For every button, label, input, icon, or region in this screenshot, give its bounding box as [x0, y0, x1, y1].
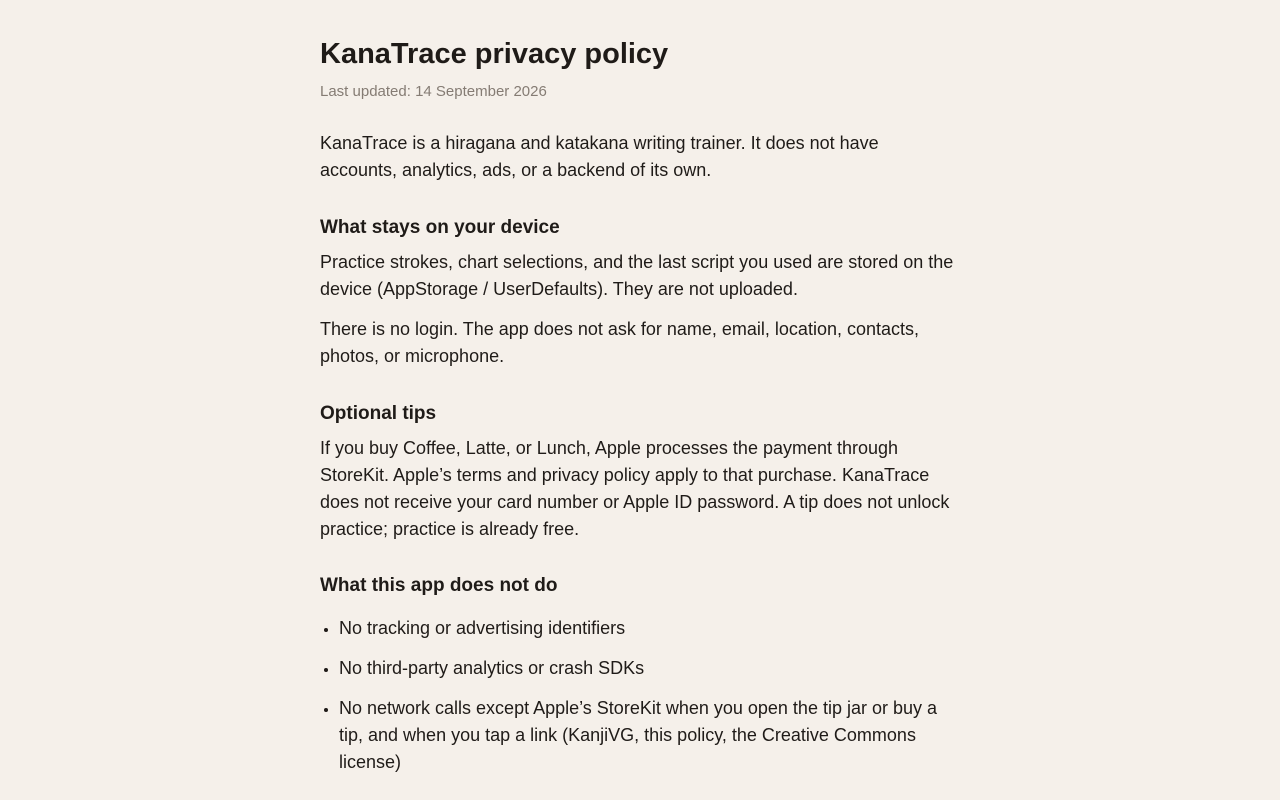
- page-title: KanaTrace privacy policy: [320, 38, 669, 70]
- intro-paragraph: KanaTrace is a hiragana and katakana writing trainer. It does not have accounts, analytics, ads, or a backend of its own.: [320, 133, 879, 180]
- policy-content: [320, 130, 960, 789]
- list-item: • No network calls except Apple’s StoreKit when you open the tip jar or buy a tip, and when you tap a link (KanjiVG, this policy, the Creative Commons license): [339, 695, 960, 776]
- section-optional-tips: [320, 401, 960, 543]
- does-not-do-list: [320, 615, 960, 776]
- section-heading: Optional tips: [320, 403, 437, 424]
- section-paragraph: There is no login. The app does not ask for name, email, location, contacts, photos, or microphone.: [320, 319, 920, 366]
- list-item: • No tracking or advertising identifiers: [339, 615, 960, 642]
- section-paragraph: If you buy Coffee, Latte, or Lunch, Apple processes the payment through StoreKit. Apple’s terms and privacy policy apply to that purchase. KanaTrace does not receive your card number or Apple ID password. A tip does not unlock practice; practice is already free.: [320, 438, 950, 539]
- section-paragraph: Practice strokes, chart selections, and the last script you used are stored on the device (AppStorage / UserDefaults). They are not uploaded.: [320, 252, 954, 299]
- list-item: • No third-party analytics or crash SDKs: [339, 655, 960, 682]
- section-heading: What this app does not do: [320, 575, 558, 596]
- last-updated-date: Last updated: 14 September 2026: [320, 83, 547, 100]
- section-does-not-do: [320, 573, 960, 776]
- section-device-storage: [320, 215, 960, 370]
- section-heading: What stays on your device: [320, 217, 560, 238]
